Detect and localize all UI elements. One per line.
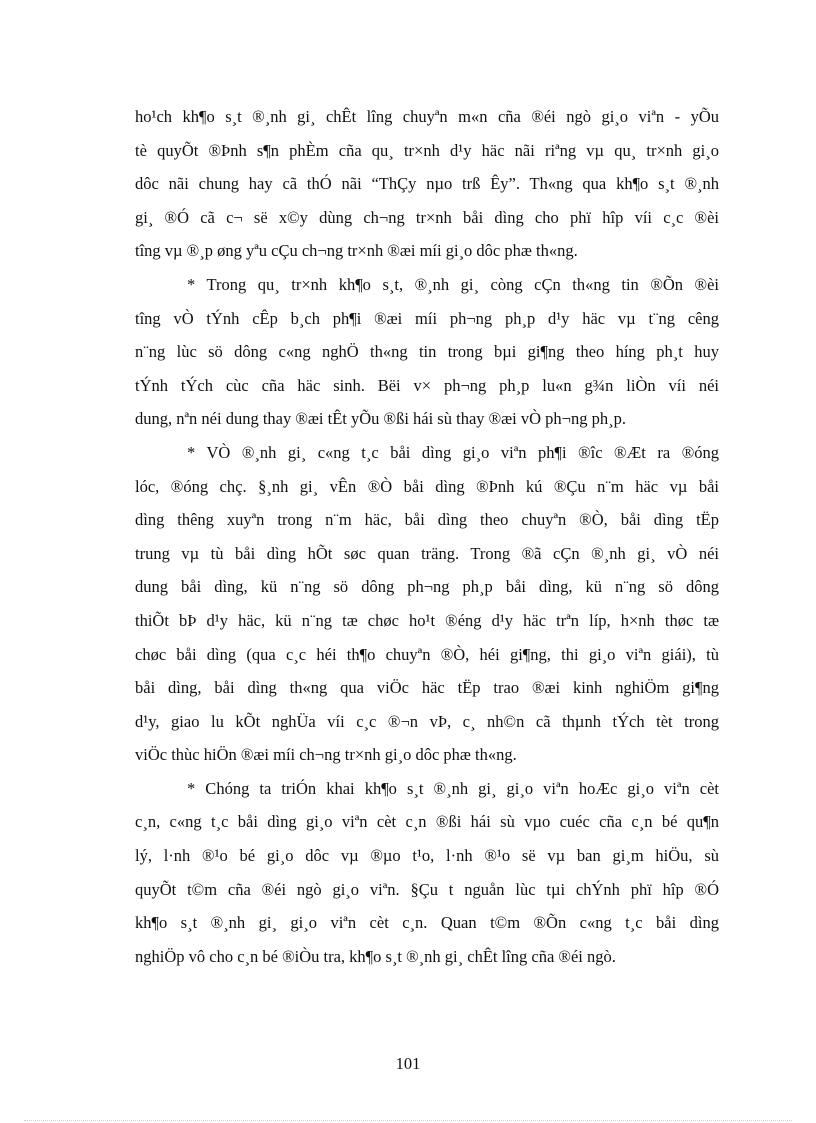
- text-line: dôc nãi chung hay cã thÓ nãi “ThÇy nµo trß Êy”. Th«ng qua kh¶o s¸t ®¸nh: [135, 174, 719, 194]
- text-line: dìng thêng xuyªn trong n¨m häc, båi dìng theo chuyªn ®Ò, båi dìng tËp: [135, 510, 719, 530]
- text-line: dung båi dìng, kü n¨ng sö dông ph¬ng ph¸p båi dìng, kü n¨ng sö dông: [135, 577, 719, 597]
- text-line: kh¶o s¸t ®¸nh gi¸ gi¸o viªn cèt c¸n. Quan t©m ®Õn c«ng t¸c båi dìng: [135, 913, 719, 933]
- text-line: n¨ng lùc sö dông c«ng nghÖ th«ng tin trong bµi gi¶ng theo híng ph¸t huy: [135, 342, 719, 362]
- text-line: * Trong qu¸ tr×nh kh¶o s¸t, ®¸nh gi¸ còng cÇn th«ng tin ®Õn ®èi: [187, 274, 719, 294]
- text-line: thiÕt bÞ d¹y häc, kü n¨ng tæ chøc ho¹t ®éng d¹y häc trªn líp, h×nh thøc tæ: [135, 610, 719, 630]
- text-line: tîng vµ ®¸p øng yªu cÇu ch¬ng tr×nh ®æi míi gi¸o dôc phæ th«ng.: [135, 241, 578, 261]
- text-line: d¹y, giao lu kÕt nghÜa víi c¸c ®¬n vÞ, c¸ nh©n cã thµnh tÝch tèt trong: [135, 711, 719, 731]
- text-line: dung, nªn néi dung thay ®æi tÊt yÕu ®ßi hái sù thay ®æi vÒ ph¬ng ph¸p.: [135, 409, 626, 429]
- text-line: nghiÖp vô cho c¸n bé ®iÒu tra, kh¶o s¸t ®¸nh gi¸ chÊt lîng cña ®éi ngò.: [135, 946, 616, 966]
- text-line: tîng vÒ tÝnh cÊp b¸ch ph¶i ®æi míi ph¬ng ph¸p d¹y häc vµ t¨ng cêng: [135, 308, 719, 328]
- paragraph-4: [135, 772, 719, 974]
- page-number: 101: [395, 1054, 421, 1073]
- text-line: lóc, ®óng chç. §¸nh gi¸ vÊn ®Ò båi dìng ®Þnh kú ®Çu n¨m häc vµ båi: [135, 476, 719, 496]
- text-line: viÖc thùc hiÖn ®æi míi ch¬ng tr×nh gi¸o dôc phæ th«ng.: [135, 745, 517, 765]
- paragraph-3: [135, 436, 719, 772]
- text-line: quyÕt t©m cña ®éi ngò gi¸o viªn. §Çu t nguån lùc tµi chÝnh phï hîp ®Ó: [135, 879, 719, 899]
- body-text: [135, 100, 719, 973]
- page-bottom-divider: [24, 1120, 792, 1121]
- text-line: tè quyÕt ®Þnh s¶n phÈm cña qu¸ tr×nh d¹y häc nãi riªng vµ qu¸ tr×nh gi¸o: [135, 140, 719, 160]
- text-line: chøc båi dìng (qua c¸c héi th¶o chuyªn ®Ò, héi gi¶ng, thi gi¸o viªn giái), tù: [135, 644, 719, 664]
- text-line: lý, l·nh ®¹o bé gi¸o dôc vµ ®µo t¹o, l·nh ®¹o së vµ ban gi¸m hiÖu, sù: [135, 846, 719, 866]
- text-line: trung vµ tù båi dìng hÕt søc quan träng. Trong ®ã cÇn ®¸nh gi¸ vÒ néi: [135, 543, 719, 563]
- text-line: ho¹ch kh¶o s¸t ®¸nh gi¸ chÊt lîng chuyªn m«n cña ®éi ngò gi¸o viªn - yÕu: [135, 107, 719, 126]
- text-line: gi¸ ®Ó cã c¬ së x©y dùng ch¬ng tr×nh båi dìng cho phï hîp víi c¸c ®èi: [135, 207, 719, 227]
- paragraph-2: [135, 268, 719, 436]
- paragraph-1: [135, 100, 719, 268]
- text-line: c¸n, c«ng t¸c båi dìng gi¸o viªn cèt c¸n ®ßi hái sù vµo cuéc cña c¸n bé qu¶n: [135, 812, 719, 832]
- text-line: * VÒ ®¸nh gi¸ c«ng t¸c båi dìng gi¸o viªn ph¶i ®îc ®Æt ra ®óng: [187, 442, 719, 462]
- text-line: båi dìng, båi dìng th«ng qua viÖc häc tËp trao ®æi kinh nghiÖm gi¶ng: [135, 678, 719, 698]
- text-line: tÝnh tÝch cùc cña häc sinh. Bëi v× ph¬ng ph¸p lu«n g¾n liÒn víi néi: [135, 375, 719, 395]
- text-line: * Chóng ta triÓn khai kh¶o s¸t ®¸nh gi¸ gi¸o viªn hoÆc gi¸o viªn cèt: [187, 778, 719, 798]
